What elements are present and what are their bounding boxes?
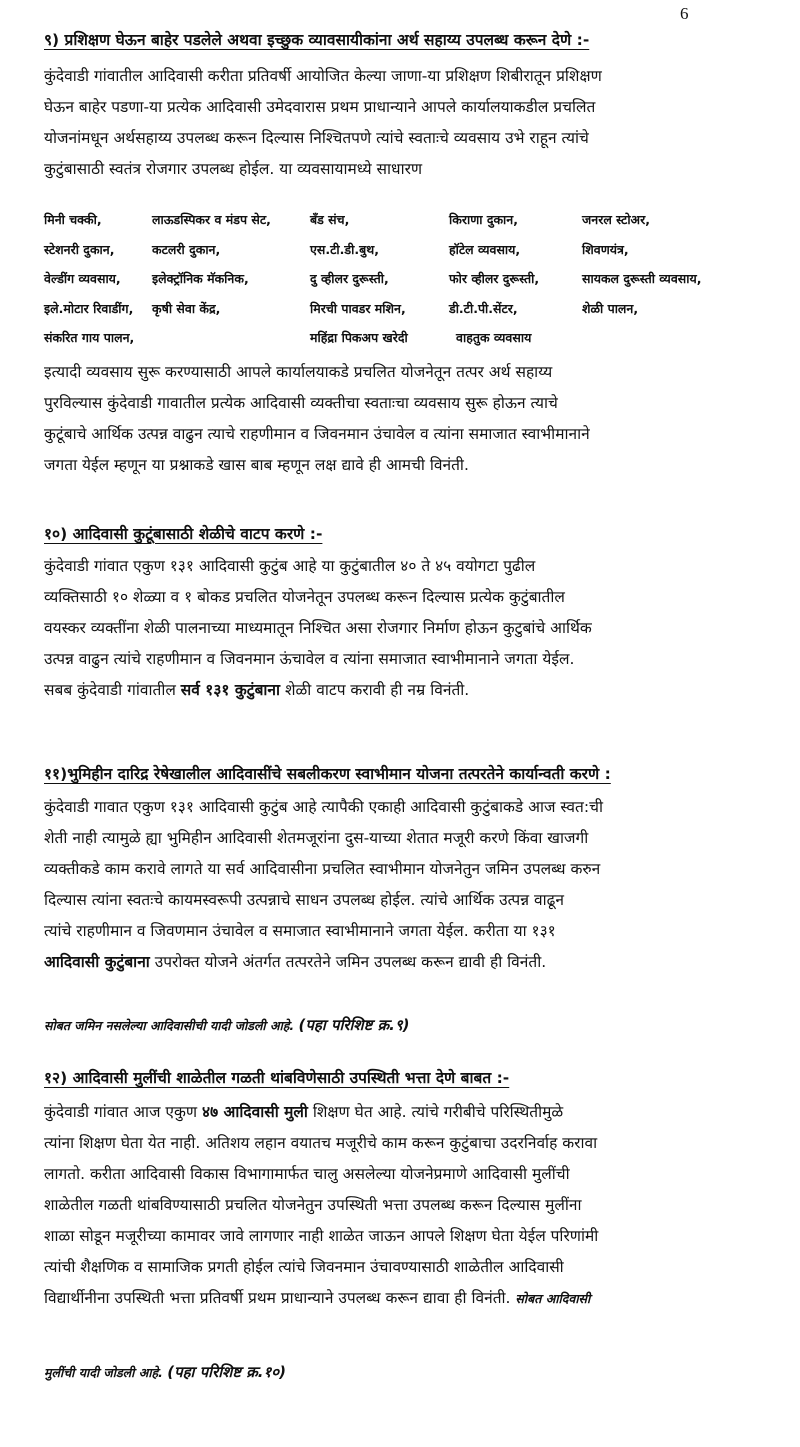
business-item: कृषी सेवा केंद्र, [152, 300, 221, 316]
section-10-body [44, 551, 754, 706]
business-item: स्टेशनरी दुकान, [44, 241, 115, 257]
business-row [44, 211, 764, 241]
business-item: फोर व्हीलर दुरूस्ती, [449, 271, 540, 286]
business-item: शेळी पालन, [582, 300, 639, 316]
page-number: 6 [680, 4, 689, 23]
appendix-reference: (पहा परिशिष्ट क्र.९) [298, 1016, 410, 1034]
business-item: एस.टी.डी.बुथ, [310, 241, 379, 257]
paragraph-line [44, 675, 754, 706]
paragraph-line: त्यांची शैक्षणिक व सामाजिक प्रगती होईल त्यांचे जिवनमान उंचावण्यासाठी शाळेतील आदिवासी [44, 1258, 564, 1276]
paragraph-line [44, 1097, 754, 1128]
text-run: कुंदेवाडी गांवात आज एकुण [44, 1103, 203, 1121]
paragraph-line: इत्यादी व्यवसाय सुरू करण्यासाठी आपले कार्यालयाकडे प्रचलित योजनेतून तत्पर अर्थ सहाय्य [44, 363, 553, 381]
business-row [44, 300, 764, 330]
business-item: दु व्हीलर दुरूस्ती, [310, 271, 389, 286]
paragraph-line: कुटूंबाचे आर्थिक उत्पन्न वाढुन त्याचे राहणीमान व जिवनमान उंचावेल व त्यांना समाजात स्वाभीमानाने [44, 425, 590, 443]
business-item: कटलरी दुकान, [152, 241, 221, 257]
paragraph-line: घेऊन बाहेर पडणा-या प्रत्येक आदिवासी उमेदवारास प्रथम प्राधान्याने आपले कार्यालयाकडील प्रचलित [44, 98, 596, 116]
section-9-heading: ९) प्रशिक्षण घेऊन बाहेर पडलेले अथवा इच्छुक व्यावसायीकांना अर्थ सहाय्य उपलब्ध करून देणे :- [44, 31, 590, 49]
section-11-body [44, 792, 754, 978]
business-item: वाहतुक व्यवसाय [456, 330, 532, 345]
business-item: लाऊडस्पिकर व मंडप सेट, [152, 212, 271, 227]
business-item: शिवणयंत्र, [582, 241, 629, 257]
paragraph-line: त्यांचे राहणीमान व जिवणमान उंचावेल व समाजात स्वाभीमानाने जगता येईल. करीता या १३१ [44, 922, 556, 940]
bold-text: सर्व १३१ कुटुंबाना [180, 681, 281, 699]
section-12-heading: १२) आदिवासी मुलींची शाळेतील गळती थांबविणेसाठी उपस्थिती भत्ता देणे बाबत :- [44, 1069, 510, 1087]
section-9-outro [44, 357, 754, 481]
business-item: बँड संच, [310, 212, 350, 227]
section-12-body [44, 1097, 754, 1314]
text-run: उपरोक्त योजने अंतर्गत तत्परतेने जमिन उपलब्ध करून द्यावी ही विनंती. [149, 953, 547, 971]
business-item: संकरित गाय पालन, [44, 330, 135, 345]
business-item: महिंद्रा पिकअप खरेदी [310, 330, 408, 345]
business-item: जनरल स्टोअर, [582, 212, 650, 227]
paragraph-line [44, 1283, 754, 1314]
paragraph-line: त्यांना शिक्षण घेता येत नाही. अतिशय लहान वयातच मजूरीचे काम करून कुटुंबाचा उदरनिर्वाह करावा [44, 1134, 598, 1152]
section-9-intro [44, 61, 754, 185]
note-text: मुलींची यादी जोडली आहे. [44, 1365, 168, 1380]
business-item: मिरची पावडर मशिन, [310, 300, 406, 316]
paragraph-line: उत्पन्न वाढुन त्यांचे राहणीमान व जिवनमान ऊंचावेल व त्यांना समाजात स्वाभीमानाने जगता येईल. [44, 650, 575, 668]
section-11-note [44, 1015, 409, 1035]
text-run: शेळी वाटप करावी ही नम्र विनंती. [280, 681, 470, 699]
business-list [44, 211, 764, 359]
paragraph-line [44, 947, 754, 978]
paragraph-line: शेती नाही त्यामुळे ह्या भुमिहीन आदिवासी शेतमजूरांना दुस-याच्या शेतात मजूरी करणे किंवा खाजगी [44, 829, 589, 847]
note-text: सोबत आदिवासी [515, 1291, 591, 1306]
business-row [44, 329, 764, 359]
paragraph-line: शाळा सोडून मजूरीच्या कामावर जावे लागणार नाही शाळेत जाऊन आपले शिक्षण घेता येईल परिणांमी [44, 1227, 599, 1245]
paragraph-line: कुटुंबासाठी स्वतंत्र रोजगार उपलब्ध होईल. या व्यवसायामध्ये साधारण [44, 160, 423, 178]
section-10-heading: १०) आदिवासी कुटूंबासाठी शेळीचे वाटप करणे :- [44, 525, 323, 543]
business-item: वेल्डींग व्यवसाय, [44, 271, 121, 286]
paragraph-line: व्यक्तीकडे काम करावे लागते या सर्व आदिवासीना प्रचलित स्वाभीमान योजनेतुन जमिन उपलब्ध करुन [44, 860, 601, 878]
paragraph-line: व्यक्तिसाठी १० शेळ्या व १ बोकड प्रचलित योजनेतून उपलब्ध करून दिल्यास प्रत्येक कुटुंबातील [44, 588, 565, 606]
paragraph-line: कुंदेवाडी गावात एकुण १३१ आदिवासी कुटुंब आहे त्यापैकी एकाही आदिवासी कुटुंबाकडे आज स्वत:ची [44, 798, 603, 816]
business-item: इलेक्ट्रॉनिक मॅकनिक, [152, 271, 249, 286]
paragraph-line: जगता येईल म्हणून या प्रश्नाकडे खास बाब म्हणून लक्ष द्यावे ही आमची विनंती. [44, 456, 469, 474]
business-row [44, 241, 764, 271]
paragraph-line: वयस्कर व्यक्तींना शेळी पालनाच्या माध्यमातून निश्चित असा रोजगार निर्माण होऊन कुटुबांचे आर्थिक [44, 619, 592, 637]
business-item: हॉटेल व्यवसाय, [449, 241, 521, 257]
bold-text: ४७ आदिवासी मुली [202, 1103, 308, 1121]
paragraph-line: शाळेतील गळती थांबविण्यासाठी प्रचलित योजनेतुन उपस्थिती भत्ता उपलब्ध करून दिल्यास मुलींना [44, 1196, 582, 1214]
paragraph-line: कुंदेवाडी गांवातील आदिवासी करीता प्रतिवर्षी आयोजित केल्या जाणा-या प्रशिक्षण शिबीरातून प्रशिक्षण [44, 67, 602, 85]
business-row [44, 270, 764, 300]
business-item: डी.टी.पी.सेंटर, [449, 300, 518, 316]
business-item: मिनी चक्की, [44, 212, 102, 227]
appendix-reference: (पहा परिशिष्ट क्र.१०) [167, 1363, 286, 1381]
text-run: विद्यार्थीनीना उपस्थिती भत्ता प्रतिवर्षी प्रथम प्राधान्याने उपलब्ध करून द्यावा ही विनंती. [44, 1289, 516, 1307]
paragraph-line: कुंदेवाडी गांवात एकुण १३१ आदिवासी कुटुंब आहे या कुटुंबातील ४० ते ४५ वयोगटा पुढील [44, 557, 536, 575]
paragraph-line: पुरविल्यास कुंदेवाडी गावातील प्रत्येक आदिवासी व्यक्तीचा स्वताःचा व्यवसाय सुरू होऊन त्याचे [44, 394, 558, 412]
note-text: सोबत जमिन नसलेल्या आदिवासीची यादी जोडली आहे. [44, 1018, 299, 1033]
bold-text: आदिवासी कुटुंबाना [44, 953, 150, 971]
section-11-heading: ११)भुमिहीन दारिद्र रेषेखालील आदिवासींचे सबलीकरण स्वाभीमान योजना तत्परतेने कार्यान्वती करणे : [44, 765, 611, 783]
text-run: शिक्षण घेत आहे. त्यांचे गरीबीचे परिस्थितीमुळे [307, 1103, 564, 1121]
paragraph-line: दिल्यास त्यांना स्वतःचे कायमस्वरूपी उत्पन्नाचे साधन उपलब्ध होईल. त्यांचे आर्थिक उत्पन्न वाढून [44, 891, 564, 909]
paragraph-line: लागतो. करीता आदिवासी विकास विभागामार्फत चालु असलेल्या योजनेप्रमाणे आदिवासी मुलींची [44, 1165, 570, 1183]
business-item: इले.मोटार रिवाडींग, [44, 300, 134, 316]
business-item: सायकल दुरूस्ती व्यवसाय, [582, 271, 702, 286]
section-12-note [44, 1362, 286, 1382]
business-item: किराणा दुकान, [449, 212, 518, 227]
text-run: सबब कुंदेवाडी गांवातील [44, 681, 181, 699]
paragraph-line: योजनांमधून अर्थसहाय्य उपलब्ध करून दिल्यास निश्चितपणे त्यांचे स्वताःचे व्यवसाय उभे राहून त्यांचे [44, 129, 589, 147]
